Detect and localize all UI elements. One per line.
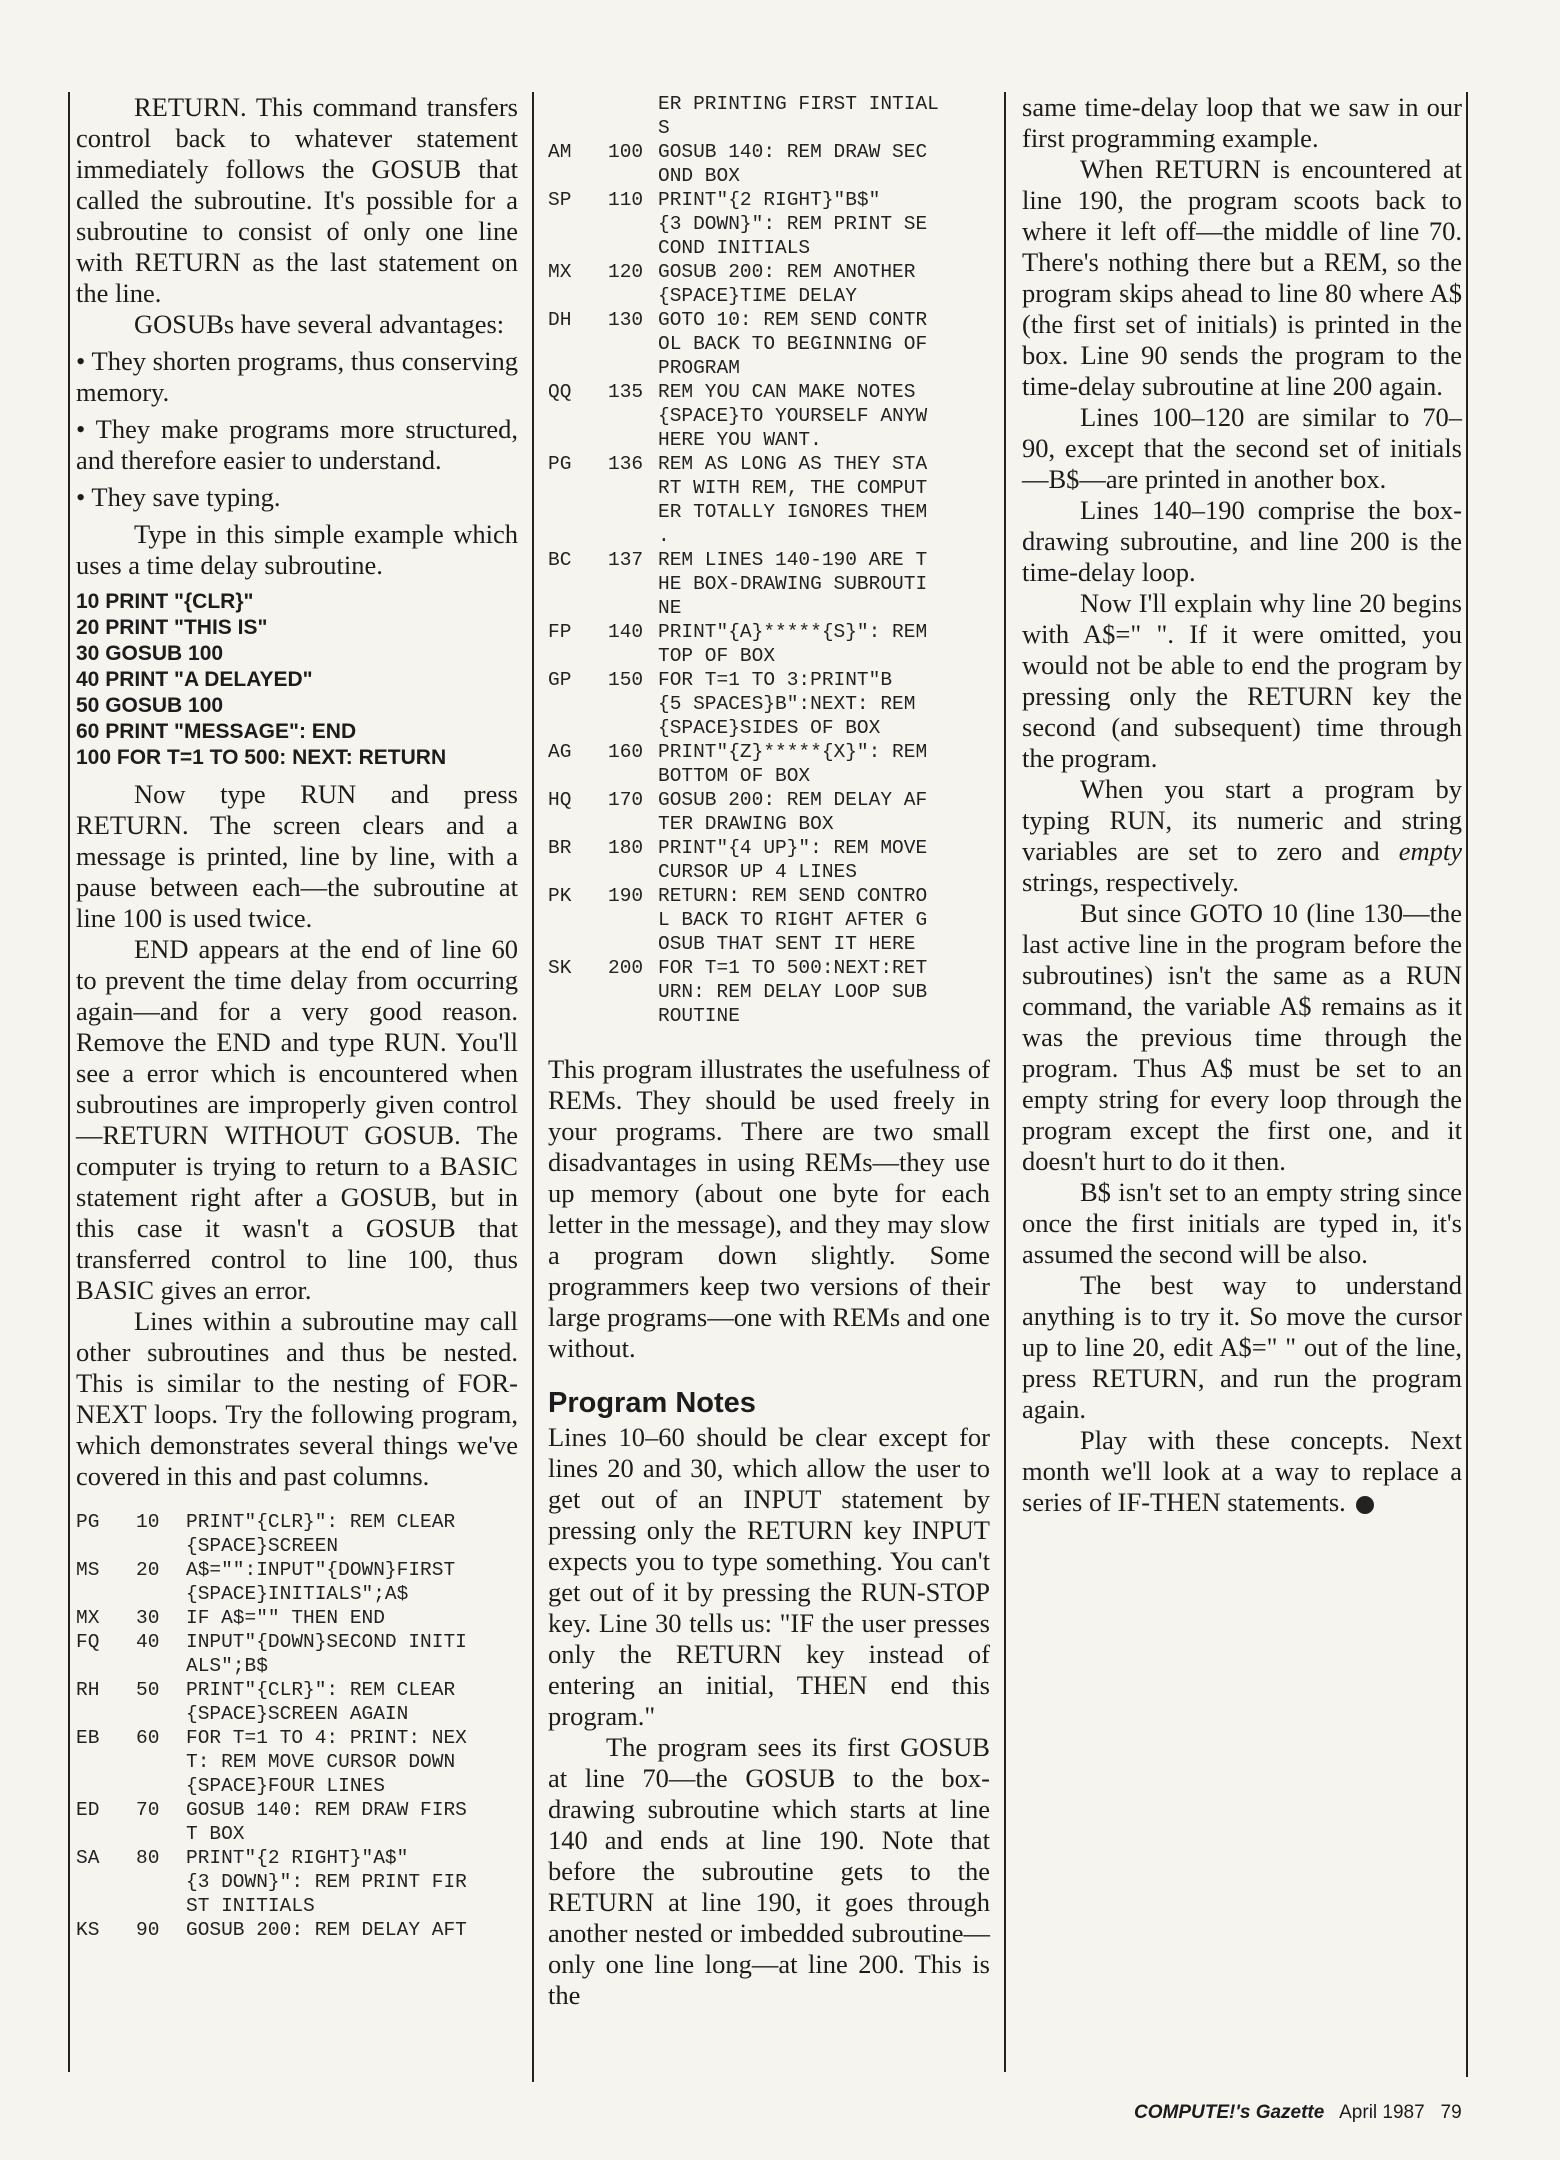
listing-line [548, 212, 990, 236]
paragraph: This program illustrates the usefulness of REMs. They should be used freely in your programs. There are two small disadvantages in using REMs—they use up memory (about one byte for each letter in the message), and they may slow a program down slightly. Some programmers keep two versions of their large programs—one with REMs and one without. [548, 1054, 990, 1363]
code-text: PRINT"{A}*****{S}": REM [658, 621, 928, 643]
line-number [608, 284, 658, 308]
listing-line [548, 92, 990, 116]
paragraph: B$ isn't set to an empty string since once the first initials are typed in, it's assumed the second will be also. [1022, 1177, 1462, 1269]
checksum-code: FQ [76, 1631, 100, 1653]
line-number: 110 [608, 189, 644, 211]
line-number: 180 [608, 837, 644, 859]
line-number [608, 116, 658, 140]
checksum-code [76, 1822, 136, 1846]
line-number: 130 [608, 309, 644, 331]
listing-line [76, 1822, 518, 1846]
program-line: 30 GOSUB 100 [76, 642, 224, 665]
code-text: GOSUB 200: REM DELAY AF [658, 789, 928, 811]
checksum-code [548, 284, 608, 308]
line-number [608, 524, 658, 548]
line-number [608, 428, 658, 452]
listing-line [76, 1582, 518, 1606]
code-text: PRINT"{CLR}": REM CLEAR [186, 1679, 456, 1701]
paragraph: Lines 140–190 comprise the box-drawing subroutine, and line 200 is the time-delay loop. [1022, 495, 1462, 587]
line-number: 160 [608, 741, 644, 763]
listing-line [76, 1534, 518, 1558]
checksum-code [548, 692, 608, 716]
listing-line [548, 404, 990, 428]
line-number [608, 932, 658, 956]
code-text: PRINT"{2 RIGHT}"B$" [658, 189, 881, 211]
end-mark-icon [1356, 1496, 1374, 1514]
line-number [608, 644, 658, 668]
listing-line [548, 308, 990, 332]
checksum-code [548, 116, 608, 140]
checksum-code: ED [76, 1799, 100, 1821]
line-number: 136 [608, 453, 644, 475]
paragraph: GOSUBs have several advantages: [134, 309, 505, 339]
code-text: REM LINES 140-190 ARE T [658, 549, 928, 571]
code-text: URN: REM DELAY LOOP SUB [658, 981, 928, 1003]
paragraph: The best way to understand anything is to try it. So move the cursor up to line 20, edit A$=" " out of the line, press RETURN, and run the program again. [1022, 1270, 1462, 1424]
page-number: 79 [1440, 2102, 1462, 2123]
listing-line [548, 236, 990, 260]
code-text: REM AS LONG AS THEY STA [658, 453, 928, 475]
code-text: ALS";B$ [186, 1655, 268, 1677]
program-line: 50 GOSUB 100 [76, 694, 224, 717]
line-number: 190 [608, 885, 644, 907]
code-text: OSUB THAT SENT IT HERE [658, 933, 916, 955]
listing-line [548, 980, 990, 1004]
code-text: T BOX [186, 1823, 245, 1845]
listing-line [548, 1004, 990, 1028]
checksum-code [76, 1654, 136, 1678]
code-text: RETURN: REM SEND CONTRO [658, 885, 928, 907]
line-number [608, 332, 658, 356]
code-text: NE [658, 597, 682, 619]
listing-line [548, 548, 990, 572]
checksum-code: SK [548, 957, 572, 979]
listing-line [548, 188, 990, 212]
line-number [608, 476, 658, 500]
program-line: 10 PRINT "{CLR}" [76, 590, 254, 613]
checksum-code [548, 764, 608, 788]
checksum-code: RH [76, 1679, 100, 1701]
checksum-code [76, 1870, 136, 1894]
code-text: HE BOX-DRAWING SUBROUTI [658, 573, 928, 595]
text-run: Play with these concepts. Next month we'll look at a way to replace a series of IF-THEN statements. [1022, 1425, 1462, 1517]
listing-line [548, 428, 990, 452]
line-number [608, 356, 658, 380]
listing-line [548, 596, 990, 620]
line-number [136, 1702, 186, 1726]
line-number [608, 164, 658, 188]
checksum-code [76, 1750, 136, 1774]
line-number [136, 1774, 186, 1798]
line-number [608, 980, 658, 1004]
code-text: S [658, 117, 670, 139]
checksum-code: FP [548, 621, 572, 643]
bullet-item: • They shorten programs, thus conserving memory. [76, 346, 518, 407]
checksum-code: BR [548, 837, 572, 859]
checksum-code: AM [548, 141, 572, 163]
listing-line [548, 284, 990, 308]
issue-date: April 1987 [1339, 2102, 1425, 2123]
listing-line [548, 932, 990, 956]
paragraph: Type in this simple example which uses a time delay subroutine. [76, 519, 518, 580]
column-rule-right [1004, 92, 1006, 2072]
checksum-code: PG [548, 453, 572, 475]
paragraph: Lines 10–60 should be clear except for lines 20 and 30, which allow the user to get out of an INPUT statement by pressing only the RETURN key INPUT expects you to type something. You can't get out of it by pressing the RUN-STOP key. Line 30 tells us: "IF the user presses only the RETURN key instead of entering an initial, THEN end this program." [548, 1422, 990, 1731]
code-text: {SPACE}TIME DELAY [658, 285, 857, 307]
code-text: GOSUB 140: REM DRAW FIRS [186, 1799, 467, 1821]
page-footer [1134, 2102, 1462, 2124]
checksum-code [76, 1702, 136, 1726]
code-text: RT WITH REM, THE COMPUT [658, 477, 928, 499]
checksum-code: PK [548, 885, 572, 907]
code-text: REM YOU CAN MAKE NOTES [658, 381, 916, 403]
checksum-code [548, 908, 608, 932]
line-number: 150 [608, 669, 644, 691]
listing-line [76, 1846, 518, 1870]
code-text: PRINT"{Z}*****{X}": REM [658, 741, 928, 763]
code-text: OL BACK TO BEGINNING OF [658, 333, 928, 355]
code-text: PRINT"{4 UP}": REM MOVE [658, 837, 928, 859]
listing-line [548, 356, 990, 380]
code-text: FOR T=1 TO 3:PRINT"B [658, 669, 893, 691]
code-text: BOTTOM OF BOX [658, 765, 811, 787]
paragraph: The program sees its first GOSUB at line 70—the GOSUB to the box-drawing subroutine which starts at line 140 and ends at line 190. Note that before the subroutine gets to the RETURN at line 190, it goes through another nested or imbedded subroutine—only one line long—at line 200. This is the [548, 1732, 990, 2010]
code-text: HERE YOU WANT. [658, 429, 822, 451]
checksum-code [548, 596, 608, 620]
line-number [608, 572, 658, 596]
line-number [608, 92, 658, 116]
column-rule-middle [532, 92, 534, 2082]
checksum-code: BC [548, 549, 572, 571]
listing-line [76, 1726, 518, 1750]
program-line: 100 FOR T=1 TO 500: NEXT: RETURN [76, 746, 447, 769]
listing-line [548, 260, 990, 284]
paragraph: same time-delay loop that we saw in our first programming example. [1022, 92, 1462, 153]
listing-line [548, 788, 990, 812]
line-number: 40 [136, 1631, 160, 1653]
listing-line [76, 1558, 518, 1582]
code-text: T: REM MOVE CURSOR DOWN [186, 1751, 456, 1773]
checksum-code: MX [548, 261, 572, 283]
listing-line [76, 1750, 518, 1774]
listing-line [548, 140, 990, 164]
listing-line [548, 620, 990, 644]
code-text: {SPACE}SCREEN AGAIN [186, 1703, 409, 1725]
listing-line [76, 1774, 518, 1798]
code-text: {5 SPACES}B":NEXT: REM [658, 693, 916, 715]
line-number: 80 [136, 1847, 160, 1869]
line-number [136, 1534, 186, 1558]
line-number: 70 [136, 1799, 160, 1821]
listing-line [548, 956, 990, 980]
code-text: A$="":INPUT"{DOWN}FIRST [186, 1559, 456, 1581]
section-heading: Program Notes [548, 1387, 756, 1419]
line-number: 170 [608, 789, 644, 811]
program-line: 20 PRINT "THIS IS" [76, 616, 268, 639]
checksum-code: KS [76, 1919, 100, 1941]
line-number [608, 236, 658, 260]
code-text: . [658, 525, 670, 547]
line-number [608, 908, 658, 932]
checksum-code [548, 428, 608, 452]
checksum-code: AG [548, 741, 572, 763]
line-number: 20 [136, 1559, 160, 1581]
column-rule-far-right [1466, 92, 1468, 2077]
column-2 [548, 92, 990, 2011]
paragraph: Lines within a subroutine may call other subroutines and thus be nested. This is similar to the nesting of FOR-NEXT loops. Try the following program, which demonstrates several things we've covered in this and past columns. [76, 1306, 518, 1491]
code-text: {SPACE}FOUR LINES [186, 1775, 385, 1797]
listing-line [76, 1894, 518, 1918]
listing-line [548, 500, 990, 524]
text-run: strings, respectively. [1022, 867, 1239, 897]
paragraph: Now I'll explain why line 20 begins with A$=" ". If it were omitted, you would not be able to end the program by pressing only the RETURN key the second (and subsequent) time through the program. [1022, 588, 1462, 773]
code-text: {SPACE}SCREEN [186, 1535, 339, 1557]
checksum-code: MX [76, 1607, 100, 1629]
line-number [136, 1870, 186, 1894]
checksum-code [76, 1894, 136, 1918]
listing-line [548, 692, 990, 716]
line-number: 60 [136, 1727, 160, 1749]
code-text: {SPACE}TO YOURSELF ANYW [658, 405, 928, 427]
code-text: OND BOX [658, 165, 740, 187]
emphasis: empty [1398, 836, 1462, 866]
checksum-code: EB [76, 1727, 100, 1749]
listing-line [548, 716, 990, 740]
paragraph: But since GOTO 10 (line 130—the last active line in the program before the subroutines) isn't the same as a RUN command, the variable A$ remains as it was the previous time through the program. Thus A$ must be set to an empty string for every loop through the program except the first one, and it doesn't hurt to do it then. [1022, 898, 1462, 1176]
magazine-name: COMPUTE!'s Gazette [1134, 2102, 1325, 2123]
paragraph [1022, 774, 1462, 898]
column-3 [1022, 92, 1462, 1518]
listing-line [548, 572, 990, 596]
code-text: FOR T=1 TO 500:NEXT:RET [658, 957, 928, 979]
listing-line [548, 116, 990, 140]
listing-line [76, 1510, 518, 1534]
bullet-item: • They make programs more structured, and therefore easier to understand. [76, 414, 518, 475]
checksum-code [548, 860, 608, 884]
code-text: ROUTINE [658, 1005, 740, 1027]
checksum-code [548, 524, 608, 548]
listing-line [548, 836, 990, 860]
checksum-code [548, 1004, 608, 1028]
column-rule-left [68, 92, 70, 2072]
line-number [136, 1750, 186, 1774]
bullet-item: • They save typing. [76, 482, 281, 512]
listing-line [548, 380, 990, 404]
code-text: TOP OF BOX [658, 645, 776, 667]
checksum-code [548, 644, 608, 668]
line-number: 120 [608, 261, 644, 283]
code-text: {SPACE}INITIALS";A$ [186, 1583, 409, 1605]
line-number [608, 764, 658, 788]
line-number [608, 404, 658, 428]
line-number [136, 1654, 186, 1678]
paragraph: When RETURN is encountered at line 190, the program scoots back to where it left off—the middle of line 70. There's nothing there but a REM, so the program skips ahead to line 80 where A$ (the first set of initials) is printed in the box. Line 90 sends the program to the time-delay subroutine at line 200 again. [1022, 154, 1462, 401]
listing-line [548, 764, 990, 788]
checksum-code [76, 1774, 136, 1798]
code-text: PRINT"{2 RIGHT}"A$" [186, 1847, 409, 1869]
checksum-code [548, 476, 608, 500]
paragraph: RETURN. This command transfers control back to whatever statement immediately follows the GOSUB that called the subroutine. It's possible for a subroutine to consist of only one line with RETURN as the last statement on the line. [76, 92, 518, 308]
listing-line [548, 668, 990, 692]
code-text: ER PRINTING FIRST INTIAL [658, 93, 939, 115]
checksum-code [548, 92, 608, 116]
listing-line [548, 524, 990, 548]
listing-line [548, 164, 990, 188]
code-text: COND INITIALS [658, 237, 811, 259]
line-number [608, 812, 658, 836]
checksum-code [548, 500, 608, 524]
code-text: PROGRAM [658, 357, 740, 379]
line-number: 90 [136, 1919, 160, 1941]
line-number: 137 [608, 549, 644, 571]
listing-line [548, 812, 990, 836]
listing-line [76, 1798, 518, 1822]
checksum-code: HQ [548, 789, 572, 811]
line-number: 30 [136, 1607, 160, 1629]
listing-line [76, 1654, 518, 1678]
code-text: {3 DOWN}": REM PRINT FIR [186, 1871, 467, 1893]
listing-line [76, 1630, 518, 1654]
listing-line [548, 884, 990, 908]
program-line: 40 PRINT "A DELAYED" [76, 668, 313, 691]
line-number: 50 [136, 1679, 160, 1701]
listing-line [76, 1606, 518, 1630]
line-number [608, 1004, 658, 1028]
example-program [76, 589, 518, 771]
line-number [136, 1894, 186, 1918]
checksum-code [548, 932, 608, 956]
checksum-code [76, 1534, 136, 1558]
listing-line [76, 1870, 518, 1894]
checksum-code: QQ [548, 381, 572, 403]
line-number: 100 [608, 141, 644, 163]
checksum-code [548, 164, 608, 188]
code-text: IF A$="" THEN END [186, 1607, 385, 1629]
listing-line [76, 1678, 518, 1702]
code-text: TER DRAWING BOX [658, 813, 834, 835]
listing-line [548, 860, 990, 884]
line-number: 10 [136, 1511, 160, 1533]
line-number [608, 212, 658, 236]
checksum-code: SP [548, 189, 572, 211]
line-number [136, 1582, 186, 1606]
listing-line [548, 332, 990, 356]
paragraph: END appears at the end of line 60 to prevent the time delay from occurring again—and for a very good reason. Remove the END and type RUN. You'll see a error which is encountered when subroutines are improperly given control—RETURN WITHOUT GOSUB. The computer is trying to return to a BASIC statement right after a GOSUB, but in this case it wasn't a GOSUB that transferred control to line 100, thus BASIC gives an error. [76, 934, 518, 1305]
program-line: 60 PRINT "MESSAGE": END [76, 720, 357, 743]
line-number: 140 [608, 621, 644, 643]
line-number [608, 692, 658, 716]
checksum-code [548, 572, 608, 596]
code-text: GOSUB 200: REM DELAY AFT [186, 1919, 467, 1941]
code-text: GOSUB 140: REM DRAW SEC [658, 141, 928, 163]
text-run: When you start a program by typing RUN, its numeric and string variables are set to zero and [1022, 774, 1462, 866]
line-number [608, 596, 658, 620]
checksum-code [548, 716, 608, 740]
checksum-code: PG [76, 1511, 100, 1533]
checksum-code: GP [548, 669, 572, 691]
code-text: ER TOTALLY IGNORES THEM [658, 501, 928, 523]
checksum-code [548, 980, 608, 1004]
code-text: FOR T=1 TO 4: PRINT: NEX [186, 1727, 467, 1749]
listing-line [76, 1702, 518, 1726]
checksum-code [548, 332, 608, 356]
checksum-code [76, 1582, 136, 1606]
checksum-code [548, 812, 608, 836]
paragraph [1022, 1425, 1462, 1518]
checksum-code [548, 404, 608, 428]
checksum-code [548, 356, 608, 380]
listing-line [548, 740, 990, 764]
checksum-code: DH [548, 309, 572, 331]
code-text: GOSUB 200: REM ANOTHER [658, 261, 916, 283]
code-text: {SPACE}SIDES OF BOX [658, 717, 881, 739]
checksum-code [548, 236, 608, 260]
line-number [608, 500, 658, 524]
listing-line [548, 644, 990, 668]
checksum-code: SA [76, 1847, 100, 1869]
listing-line [76, 1918, 518, 1942]
code-text: PRINT"{CLR}": REM CLEAR [186, 1511, 456, 1533]
code-text: L BACK TO RIGHT AFTER G [658, 909, 928, 931]
line-number: 135 [608, 381, 644, 403]
checksum-code: MS [76, 1559, 100, 1581]
line-number [608, 860, 658, 884]
listing-line [548, 476, 990, 500]
paragraph: Now type RUN and press RETURN. The screen clears and a message is printed, line by line, with a pause between each—the subroutine at line 100 is used twice. [76, 779, 518, 933]
column-1 [76, 92, 518, 1942]
code-text: INPUT"{DOWN}SECOND INITI [186, 1631, 467, 1653]
program-listing-part-1 [76, 1510, 518, 1942]
paragraph: Lines 100–120 are similar to 70–90, except that the second set of initials—B$—are printed in another box. [1022, 402, 1462, 494]
line-number [136, 1822, 186, 1846]
code-text: CURSOR UP 4 LINES [658, 861, 857, 883]
listing-line [548, 452, 990, 476]
code-text: GOTO 10: REM SEND CONTR [658, 309, 928, 331]
code-text: ST INITIALS [186, 1895, 315, 1917]
program-listing-part-2 [548, 92, 990, 1028]
checksum-code [548, 212, 608, 236]
listing-line [548, 908, 990, 932]
line-number [608, 716, 658, 740]
line-number: 200 [608, 957, 644, 979]
code-text: {3 DOWN}": REM PRINT SE [658, 213, 928, 235]
